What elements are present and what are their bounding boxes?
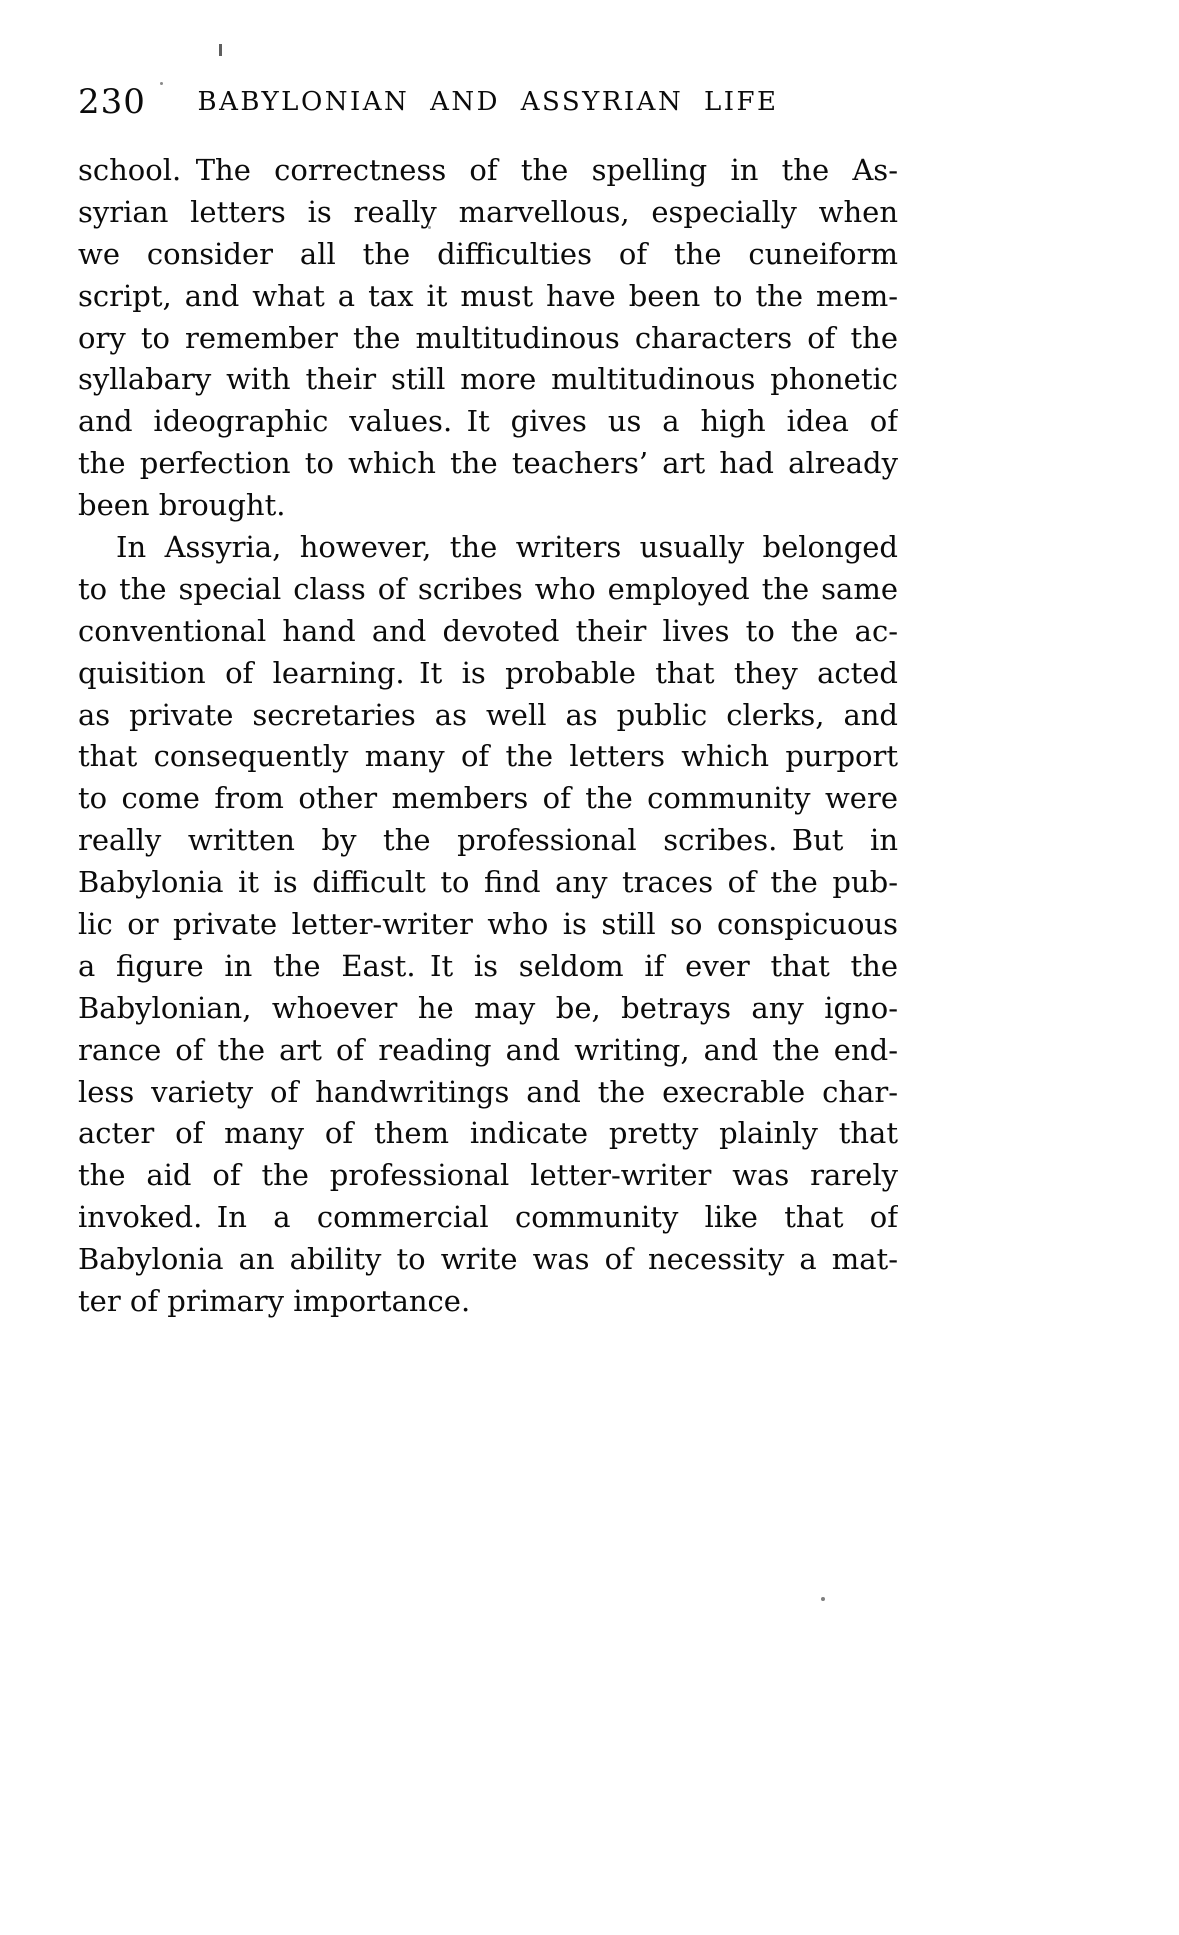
paragraph [78,527,898,1323]
text-line: Babylonia an ability to write was of necessity a mat- [78,1242,898,1277]
text-line: really written by the professional scribes. But in [78,823,898,858]
text-line: the perfection to which the teachers’ art had already [78,446,898,481]
text-line: conventional hand and devoted their lives to the ac- [78,613,898,648]
text-line: Babylonian, whoever he may be, betrays any igno- [78,990,898,1025]
running-title: BABYLONIAN AND ASSYRIAN LIFE [197,87,779,117]
text-line: to the special class of scribes who employed the same [78,571,898,606]
text-line: script, and what a tax it must have been to the mem- [78,278,898,313]
text-line: In Assyria, however, the writers usually belonged [116,530,898,565]
text-line: syrian letters is really marvellous, especially when [78,194,898,229]
scan-artifact [219,44,222,56]
paragraph [78,150,898,527]
text-line: ory to remember the multitudinous characters of the [78,320,898,355]
text-line: a figure in the East. It is seldom if ever that the [78,948,898,983]
text-line: quisition of learning. It is probable that they acted [78,655,898,690]
text-line: ter of primary importance. [78,1284,471,1319]
text-line: school. The correctness of the spelling in the As- [78,153,898,187]
page-number: 230 [78,82,146,122]
text-line: rance of the art of reading and writing, and the end- [78,1032,898,1067]
text-line: the aid of the professional letter-writer was rarely [78,1158,898,1193]
text-line: invoked. In a commercial community like that of [78,1200,898,1235]
text-line: syllabary with their still more multitudinous phonetic [78,362,898,397]
page-header [78,82,898,126]
text-line: been brought. [78,488,286,523]
text-line: acter of many of them indicate pretty plainly that [78,1116,898,1151]
text-line: Babylonia it is difficult to find any traces of the pub- [78,865,898,900]
text-line: that consequently many of the letters which purport [78,739,898,774]
text-line: less variety of handwritings and the execrable char- [78,1074,898,1109]
text-line: to come from other members of the community were [78,781,898,816]
text-line: we consider all the difficulties of the cuneiform [78,236,898,271]
text-line: as private secretaries as well as public clerks, and [78,697,898,732]
scan-artifact [821,1597,825,1601]
text-line: and ideographic values. It gives us a high idea of [78,404,898,439]
text-line: lic or private letter-writer who is still so conspicuous [78,907,898,942]
page-body [78,150,898,1323]
